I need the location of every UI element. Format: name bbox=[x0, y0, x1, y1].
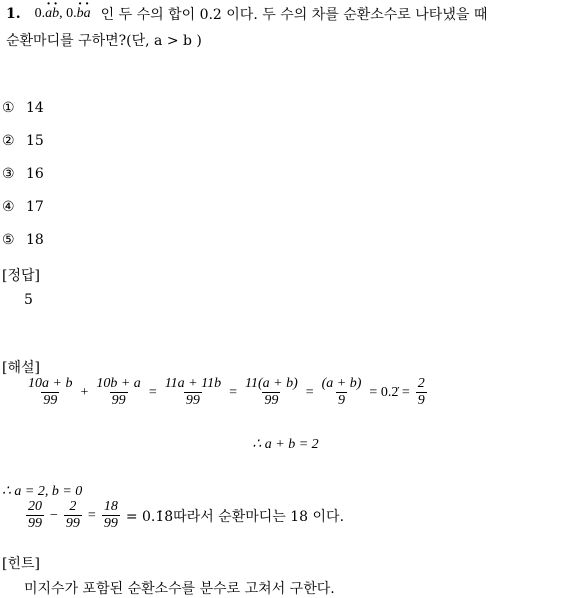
fraction-denominator: 99 bbox=[264, 393, 279, 408]
fraction-numerator: 18 bbox=[103, 499, 118, 514]
fraction-denominator: 9 bbox=[338, 393, 346, 408]
fraction-numerator: 11(a + b) bbox=[245, 376, 298, 391]
fraction bbox=[26, 376, 74, 409]
choice-1[interactable]: ① 14 bbox=[2, 99, 44, 116]
fraction bbox=[416, 376, 427, 409]
fraction-numerator: 11a + 11b bbox=[164, 376, 222, 391]
equation-operator: − bbox=[50, 507, 58, 523]
equation-operator: + bbox=[80, 384, 89, 400]
fraction bbox=[320, 376, 364, 409]
choice-4[interactable]: ④ 17 bbox=[2, 198, 44, 215]
answer-label: [정답] bbox=[2, 268, 40, 284]
question-number: 1. bbox=[6, 6, 21, 22]
equation-operator: = bbox=[148, 384, 157, 400]
fraction-numerator: (a + b) bbox=[321, 376, 362, 391]
fraction bbox=[64, 499, 82, 532]
fraction-denominator: 99 bbox=[28, 516, 42, 531]
fraction-numerator: 2 bbox=[69, 499, 77, 514]
fraction bbox=[102, 499, 120, 532]
choice-3[interactable]: ③ 16 bbox=[2, 165, 44, 182]
fraction bbox=[163, 376, 223, 409]
choice-5[interactable]: ⑤ 18 bbox=[2, 231, 44, 248]
equation-operator: = bbox=[229, 384, 237, 400]
choice-2[interactable]: ② 15 bbox=[2, 132, 44, 149]
fraction-denominator: 99 bbox=[185, 393, 200, 408]
solution-therefore-left: ∴ a = 2, b = 0 bbox=[2, 484, 83, 499]
fraction-denominator: 99 bbox=[43, 393, 58, 408]
question-line-2: 순환마디를 구하면?(단, a > b ) bbox=[6, 33, 202, 49]
solution-therefore-center: ∴ a + b = 2 bbox=[252, 437, 319, 452]
fraction-denominator: 99 bbox=[65, 516, 80, 531]
equation-operator: = 0.2̇ = bbox=[369, 384, 410, 400]
hint-label: [힌트] bbox=[2, 556, 40, 572]
question-line-1 bbox=[6, 4, 487, 24]
solution-equation-2 bbox=[24, 499, 344, 532]
fraction-numerator: 10a + b bbox=[28, 376, 73, 391]
equation-operator: = bbox=[305, 384, 314, 400]
equation-operator: = bbox=[87, 507, 96, 523]
fraction-numerator: 20 bbox=[28, 499, 42, 514]
answer-value: 5 bbox=[24, 292, 33, 308]
hint-text: 미지수가 포함된 순환소수를 분수로 고쳐서 구한다. bbox=[24, 581, 335, 597]
solution-equation-2-tail: = 0.1̇8̇따라서 순환마디는 18 이다. bbox=[125, 508, 345, 525]
question-expression: 0.· a· b, 0.· b· a bbox=[35, 6, 91, 22]
fraction-denominator: 99 bbox=[103, 516, 118, 531]
question-text: 인 두 수의 합이 0.2 이다. 두 수의 차를 순환소수로 나타냈을 때 bbox=[100, 7, 488, 23]
fraction bbox=[26, 499, 44, 532]
fraction bbox=[243, 376, 300, 409]
fraction bbox=[94, 376, 142, 409]
fraction-denominator: 9 bbox=[417, 393, 425, 408]
solution-equation-1 bbox=[24, 376, 429, 409]
choices-list bbox=[2, 91, 44, 256]
solution-label: [해설] bbox=[2, 360, 40, 376]
fraction-denominator: 99 bbox=[111, 393, 126, 408]
fraction-numerator: 10b + a bbox=[96, 376, 141, 391]
fraction-numerator: 2 bbox=[417, 376, 425, 391]
